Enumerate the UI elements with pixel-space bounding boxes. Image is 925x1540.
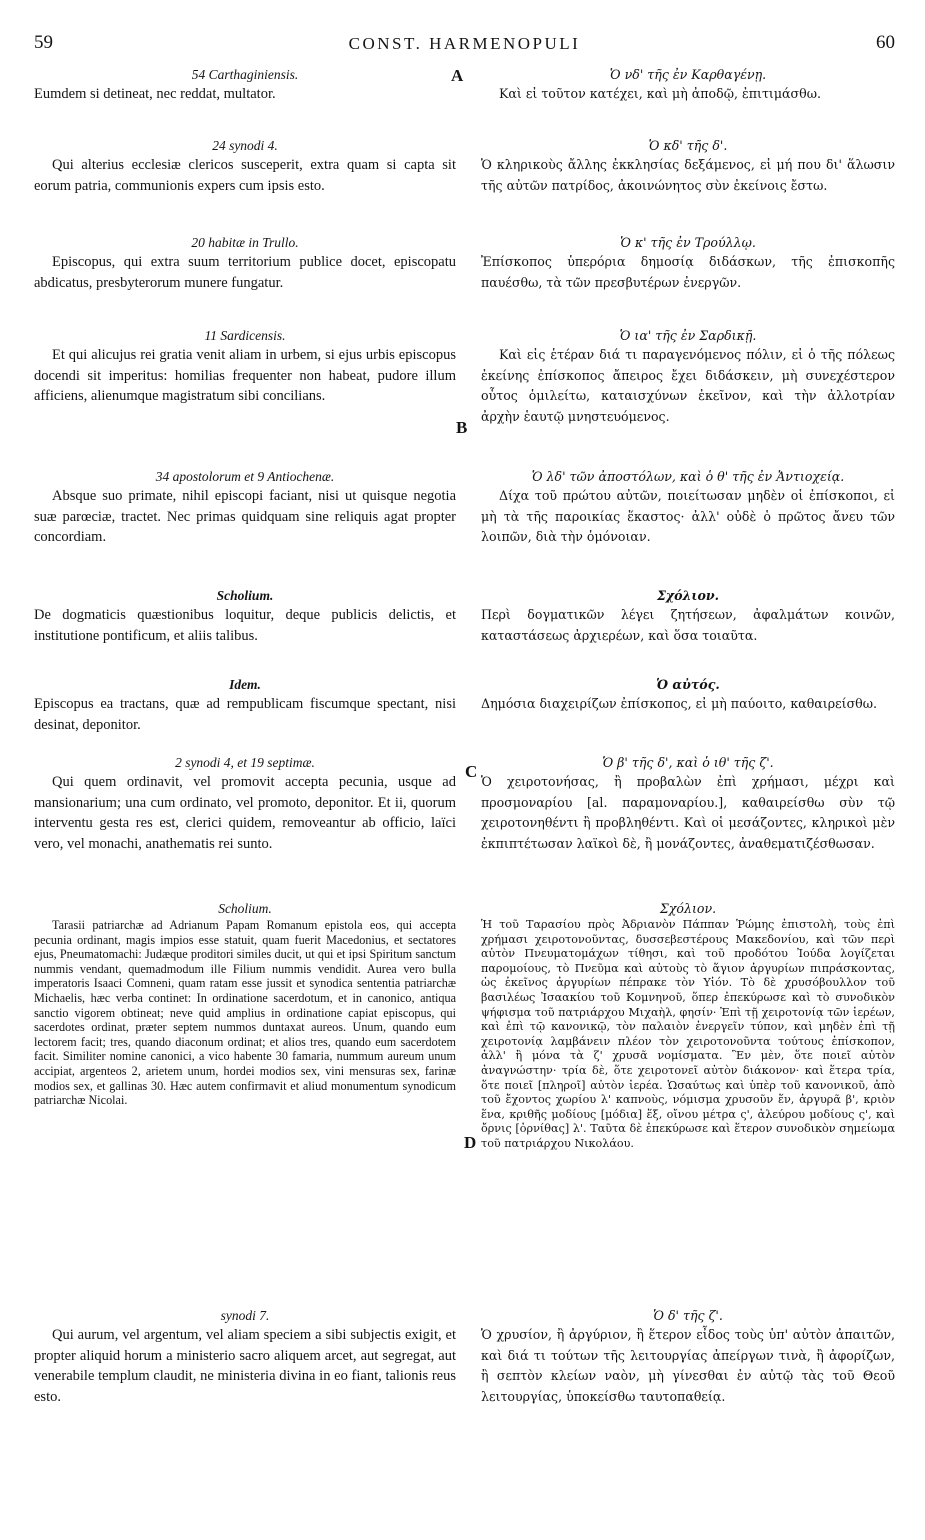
canon-text: Absque suo primate, nihil episcopi faciant, nisi ut quisque negotia suæ parœciæ, tractet. Nec primas quidquam sine reliquis agat propter concordiam. (34, 488, 456, 545)
scholium-title: Σχόλιον. (659, 901, 717, 916)
greek-idem (481, 676, 895, 715)
latin-canon-10 (34, 1307, 456, 1407)
canon-title: 11 Sardicensis. (204, 328, 286, 343)
canon-title: 2 synodi 4, et 19 septimæ. (175, 755, 315, 770)
greek-canon-8 (481, 754, 895, 854)
canon-title: Ὁ αὐτός. (656, 677, 720, 692)
greek-canon-2 (481, 137, 895, 196)
canon-text: Ἐπίσκοπος ὑπερόρια δημοσίᾳ διδάσκων, τῆς ἐπισκοπῆς παυέσθω, τὰ τῶν πρεσβυτέρων ἐνεργῶν. (481, 254, 895, 290)
scholium-text: Περὶ δογματικῶν λέγει ζητήσεων, ἀφαλμάτων κοινῶν, καταστάσεως ἀρχιερέων, καὶ ὅσα τοιαῦτα. (481, 607, 895, 643)
canon-text: Καὶ εἰς ἑτέραν διά τι παραγενόμενος πόλιν, εἰ ὁ τῆς πόλεως ἐκείνης ἐπίσκοπος ἄπειρος ἔχει διδάσκειν, μὴ συνεχέστερον οὗτος ὁμιλείτω, καταισχύνων ἐκεῖνον, καὶ τὴν ἀλλοτρίαν ἀρχὴν ἑαυτῷ μνηστευόμενος. (481, 347, 895, 424)
latin-scholium-2 (34, 900, 456, 1108)
margin-letter-a: A (451, 66, 464, 85)
canon-title: Ὁ β' τῆς δ', καὶ ὁ ιθ' τῆς ζ'. (602, 755, 774, 770)
page-header (34, 32, 895, 58)
canon-text: Καὶ εἰ τοῦτον κατέχει, καὶ μὴ ἀποδῷ, ἐπιτιμάσθω. (499, 86, 821, 101)
greek-scholium-2 (481, 900, 895, 1152)
canon-text: Δίχα τοῦ πρώτου αὐτῶν, ποιείτωσαν μηδὲν οἱ ἐπίσκοποι, εἰ μὴ τὰ τῆς παροικίας ἕκαστος· ἀλλ' οὐδὲ ὁ πρῶτος ἄνευ τῶν λοιπῶν, διὰ τὴν ὁμόνοιαν. (481, 488, 895, 544)
canon-title: Ὁ κ' τῆς ἐν Τρούλλῳ. (620, 235, 756, 250)
canon-title: Ὁ κδ' τῆς δ'. (648, 138, 728, 153)
greek-canon-3 (481, 234, 895, 293)
scholium-text: Tarasii patriarchæ ad Adrianum Papam Romanum epistola eos, qui accepta pecunia ordinant, magis impios esse statuit, quam fuerit Macedonius, et sectatores ejus, Pneumatomachi: Judæque proditori similes ducit, ut qui et ipsi Spiritum sanctum nummis vendant, quemadmodum ille Filium nummis vendidit. Aurea vero bulla imperatoris Isaaci Comneni, quam ratam esse jussit et synodica sententia patriarchæ Michaelis, hæc verba continet: In ordinatione sacerdotum, et in canonico, antiqua sanctio vigorem obtineat; neve quid amplius in ordinatione capiat episcopus, qui sacerdotes ordinat, præter septem nummos duntaxat aureos. Unum, quando eum lectorem facit; tres, quando diaconum ordinat; et alios tres, quando eum sacerdotem facit. Similiter nomine canonici, a vico habente 30 famaria, nummum aureum unum accipiat, argenteos 2, arietem unum, hordei modios sex, vini mensuras sex, farinæ modios sex, et gallinas 30. Hæc autem confirmavit et aliud monumentum synodicum patriarchæ Nicolai. (34, 918, 456, 1108)
scholium-title: Scholium. (218, 901, 272, 916)
page-number-left: 59 (34, 32, 53, 53)
canon-title: Ὁ δ' τῆς ζ'. (653, 1308, 723, 1323)
latin-canon-1 (34, 66, 456, 105)
canon-text: Episcopus ea tractans, quæ ad rempublicam fiscumque spectant, nisi desinat, deponitor. (34, 696, 456, 733)
canon-text: Ὁ κληρικοὺς ἄλλης ἐκκλησίας δεξάμενος, εἰ μή που δι' ἅλωσιν τῆς αὐτῶν πατρίδος, ἀκοινώνητος σὺν ἐκείνοις ἔστω. (481, 157, 895, 193)
page-number-right: 60 (876, 32, 895, 53)
canon-title: synodi 7. (220, 1308, 270, 1323)
canon-text: Δημόσια διαχειρίζων ἐπίσκοπος, εἰ μὴ παύοιτο, καθαιρείσθω. (481, 696, 878, 711)
canon-text: Eumdem si detineat, nec reddat, multator. (34, 86, 276, 102)
scholium-text: De dogmaticis quæstionibus loquitur, deque publicis delictis, et institutione pontificum, et aliis talibus. (34, 607, 456, 644)
canon-text: Qui alterius ecclesiæ clericos susceperit, extra quam si capta sit eorum patria, communionis expers cum ipsis esto. (34, 157, 456, 194)
margin-letter-d: D (464, 1133, 477, 1152)
greek-canon-10 (481, 1307, 895, 1407)
scholium-title: Σχόλιον. (656, 588, 720, 603)
canon-text: Et qui alicujus rei gratia venit aliam in urbem, si ejus urbis episcopus docendi sit imperitus: homilias frequenter non habeat, pudore illum afficiens, alienumque magistratum sibi concilians. (34, 347, 456, 404)
greek-scholium-1 (481, 587, 895, 646)
scholium-title: Scholium. (216, 588, 274, 603)
greek-canon-5 (481, 468, 895, 548)
canon-text: Qui aurum, vel argentum, vel aliam speciem a sibi subjectis exigit, et propter aliquid horum a ministerio sacro aliquem arcet, aut segregat, aut venerabile templum claudit, ne ministeria divina in eo fiant, talionis reus esto. (34, 1327, 456, 1405)
latin-canon-4 (34, 327, 456, 407)
margin-letter-c: C (465, 762, 478, 781)
scholium-text: Ἡ τοῦ Ταρασίου πρὸς Ἀδριανὸν Πάππαν Ῥώμης ἐπιστολὴ, τοὺς ἐπὶ χρήμασι χειροτονοῦντας, δυσσεβεστέρους Μακεδονίου, καὶ τῶν περὶ αὐτὸν Πνευματομάχων τίθησι, καὶ τοῦ προδότου Ἰούδα λογίζεται παρομοίους, τὸ Πνεῦμα καὶ αὐτοὺς τὸ ἅγιον ἀργυρίων πιπράσκοντας, ὡς ἐκεῖνος ἀργυρίων πέπρακε τὸν Υἱόν. Τὸ δὲ χρυσόβουλλον τοῦ βασιλέως Ἰσαακίου τοῦ Κομνηνοῦ, ὅπερ ἐπεκύρωσε καὶ τὸ συνοδικὸν ψήφισμα τοῦ πατριάρχου Μιχαὴλ, φησίν· Ἐπὶ τῇ χειροτονίᾳ τῶν ἱερέων, καὶ ἐπὶ τῷ κανονικῷ, τὸν παλαιὸν ἐνεργεῖν τύπον, καὶ μηδὲν ἐπὶ τῇ χειροτονίᾳ λαμβάνειν πλέον τὸν χειροτονοῦντα τούτους ἐπίσκοπον, ἀλλ' ἢ μόνα τὰ ζ' χρυσᾶ νομίσματα. Ἓν μὲν, ὅτε ποιεῖ αὐτὸν ἀναγνώστην· τρία δὲ, ὅτε χειροτονεῖ αὐτὸν διάκονον· καὶ ἕτερα τρία, ὅτε ποιεῖ [πληροῖ] αὐτὸν ἱερέα. Ὡσαύτως καὶ ὑπὲρ τοῦ κανονικοῦ, ἀπὸ τοῦ ἔχοντος χωρίου λ' καπνοὺς, νόμισμα χρυσοῦν ἕν, ἀργυρᾶ β', κριὸν ἕνα, κριθῆς μοδίους [μόδια] ἕξ, οἴνου μέτρα ς', ἀλεύρου μοδίους ς', καὶ ὄρνις [ὀρνίθας] λ'. Ταῦτα δὲ ἐπεκύρωσε καὶ ἕτερον συνοδικὸν σημείωμα τοῦ πατριάρχου Νικολάου. (481, 918, 895, 1150)
latin-canon-5 (34, 468, 456, 548)
canon-title: Ὁ ια' τῆς ἐν Σαρδικῇ. (619, 328, 757, 343)
canon-text: Qui quem ordinavit, vel promovit accepta pecunia, usque ad mansionarium; una cum ordinato, vel promoto, deponitor. Et ii, quorum interventu gesta res est, clerici quidem, removeantur ab officio, laïci vero, vel monachi, anathematis rei sunto. (34, 774, 456, 852)
canon-title: 34 apostolorum et 9 Antiochenæ. (155, 469, 335, 484)
greek-canon-4 (481, 327, 895, 427)
canon-title: Ὁ λδ' τῶν ἀποστόλων, καὶ ὁ θ' τῆς ἐν Ἀντιοχείᾳ. (531, 469, 845, 484)
latin-canon-2 (34, 137, 456, 196)
greek-canon-1 (481, 66, 895, 105)
latin-canon-3 (34, 234, 456, 293)
canon-title: 20 habitæ in Trullo. (191, 235, 299, 250)
canon-text: Ὁ χειροτονήσας, ἢ προβαλὼν ἐπὶ χρήμασι, μέχρι καὶ προσμοναρίου [al. παραμοναρίου.], καθαιρείσθω σὺν τῷ χειροτονηθέντι ἢ προβληθέντι. Καὶ οἱ μεσάζοντες, κληρικοὶ μὲν ἐκπιπτέτωσαν λαϊκοὶ δὲ, ἢ μονάζοντες, ἀναθεματιζέσθωσαν. (481, 774, 895, 851)
latin-scholium-1 (34, 587, 456, 646)
canon-title: 54 Carthaginiensis. (191, 67, 299, 82)
canon-title: 24 synodi 4. (212, 138, 278, 153)
margin-letter-b: B (456, 418, 468, 437)
canon-title: Ὁ νδ' τῆς ἐν Καρθαγένῃ. (609, 67, 767, 82)
running-title: CONST. HARMENOPULI (348, 34, 581, 53)
latin-canon-8 (34, 754, 456, 854)
latin-idem (34, 676, 456, 735)
canon-text: Ὁ χρυσίον, ἢ ἀργύριον, ἢ ἕτερον εἶδος τοὺς ὑπ' αὐτὸν ἀπαιτῶν, καὶ διά τι τούτων τῆς λειτουργίας ἀπείργων τινὰ, ἢ ἀφορίζων, ἢ σεπτὸν κλείων ναὸν, μὴ γίνεσθαι ἐν αὐτῷ τὰς τοῦ Θεοῦ λειτουργίας, ὑποκείσθω ταυτοπαθείᾳ. (481, 1327, 895, 1404)
canon-title: Idem. (229, 677, 261, 692)
canon-text: Episcopus, qui extra suum territorium publice docet, episcopatu abdicatus, presbyterorum munere fungatur. (34, 254, 456, 291)
